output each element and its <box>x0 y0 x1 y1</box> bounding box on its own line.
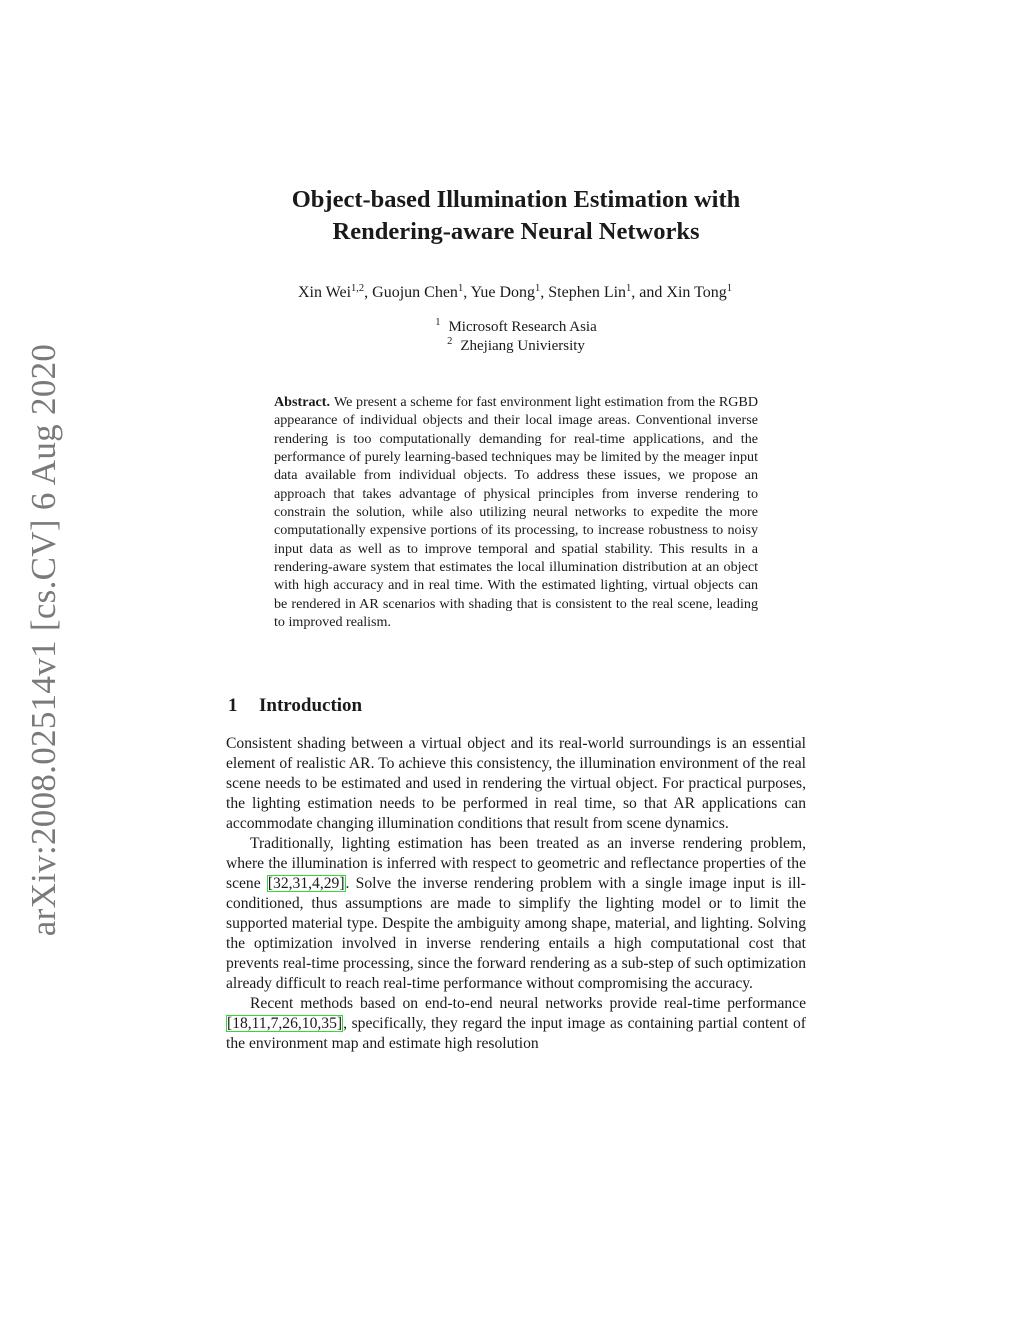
author-separator: , <box>463 284 471 301</box>
abstract-label: Abstract. <box>274 394 330 410</box>
paragraph-text: Recent methods based on end-to-end neural networks provide real-time performance <box>250 995 806 1012</box>
author: Xin Wei <box>297 284 352 301</box>
author-list <box>150 283 880 303</box>
citation-link[interactable]: [18,11,7,26,10,35] <box>227 1015 343 1032</box>
author-affiliation-mark: 1 <box>535 283 541 294</box>
author-separator: , <box>364 284 373 301</box>
citation-link[interactable]: [32,31,4,29] <box>267 875 345 892</box>
section-title: Introduction <box>259 695 363 716</box>
paper-title <box>228 184 804 248</box>
author-separator: , <box>540 284 549 301</box>
author: Stephen Lin <box>548 284 627 301</box>
affiliation-name: Zhejiang Univiersity <box>460 338 585 354</box>
section-number: 1 <box>228 695 238 716</box>
paragraph <box>226 834 806 994</box>
author-affiliation-mark: 1 <box>457 283 464 294</box>
affiliation-name: Microsoft Research Asia <box>448 319 597 335</box>
affiliation-list <box>228 318 804 356</box>
author-separator: , and <box>631 284 667 301</box>
abstract <box>274 393 758 631</box>
arxiv-identifier: arXiv:2008.02514v1 [cs.CV] 6 Aug 2020 <box>24 343 63 937</box>
author: Xin Tong <box>666 284 727 301</box>
paragraph <box>226 994 806 1054</box>
author: Guojun Chen <box>372 284 458 301</box>
affiliation <box>228 337 804 356</box>
affiliation-mark: 2 <box>447 336 453 347</box>
author-affiliation-mark: 1,2 <box>351 283 365 294</box>
affiliation-mark: 1 <box>435 317 441 328</box>
abstract-text: We present a scheme for fast environment light estimation from the RGBD appearance of individual objects and their local image areas. Conventional inverse rendering is too computationally demanding for real-time applications, and the performance of purely learning-based techniques may be limited by the meager input data available from individual objects. To address these issues, we propose an approach that takes advantage of physical principles from inverse rendering to constrain the solution, while also utilizing neural networks to expedite the more computationally expensive portions of its processing, to increase robustness to noisy input data as well as to improve temporal and spatial stability. This results in a rendering-aware system that estimates the local illumination distribution at an object with high accuracy and in real time. With the estimated lighting, virtual objects can be rendered in AR scenarios with shading that is consistent to the real scene, leading to improved realism. <box>274 394 758 631</box>
affiliation <box>228 318 804 337</box>
author-affiliation-mark: 1 <box>626 283 632 294</box>
section-heading <box>228 695 362 717</box>
paragraph-text: Traditionally, lighting estimation has been treated as an inverse rendering problem, where the illumination is inferred with respect to geometric and reflectance properties of the scene <box>226 835 806 892</box>
paragraph-text: , specifically, they regard the input image as containing partial content of the environment map and estimate high resolution <box>226 1015 806 1052</box>
title-line-1: Object-based Illumination Estimation with <box>291 186 741 213</box>
author: Yue Dong <box>470 284 536 301</box>
paragraph: Consistent shading between a virtual object and its real-world surroundings is an essential element of realistic AR. To achieve this consistency, the illumination environment of the real scene needs to be estimated and used in rendering the virtual object. For practical purposes, the lighting estimation needs to be performed in real time, so that AR applications can accommodate changing illumination conditions that result from scene dynamics. <box>226 735 806 832</box>
title-line-2: Rendering-aware Neural Networks <box>332 218 700 245</box>
paragraph-text: . Solve the inverse rendering problem with a single image input is ill-conditioned, thus assumptions are made to simplify the lighting model or to limit the supported material type. Despite the ambiguity among shape, material, and lighting. Solving the optimization involved in inverse rendering entails a high computational cost that prevents real-time processing, since the forward rendering as a sub-step of such optimization already difficult to reach real-time performance without compromising the accuracy. <box>226 875 807 992</box>
introduction-body <box>226 734 806 1054</box>
author-affiliation-mark: 1 <box>726 283 733 294</box>
